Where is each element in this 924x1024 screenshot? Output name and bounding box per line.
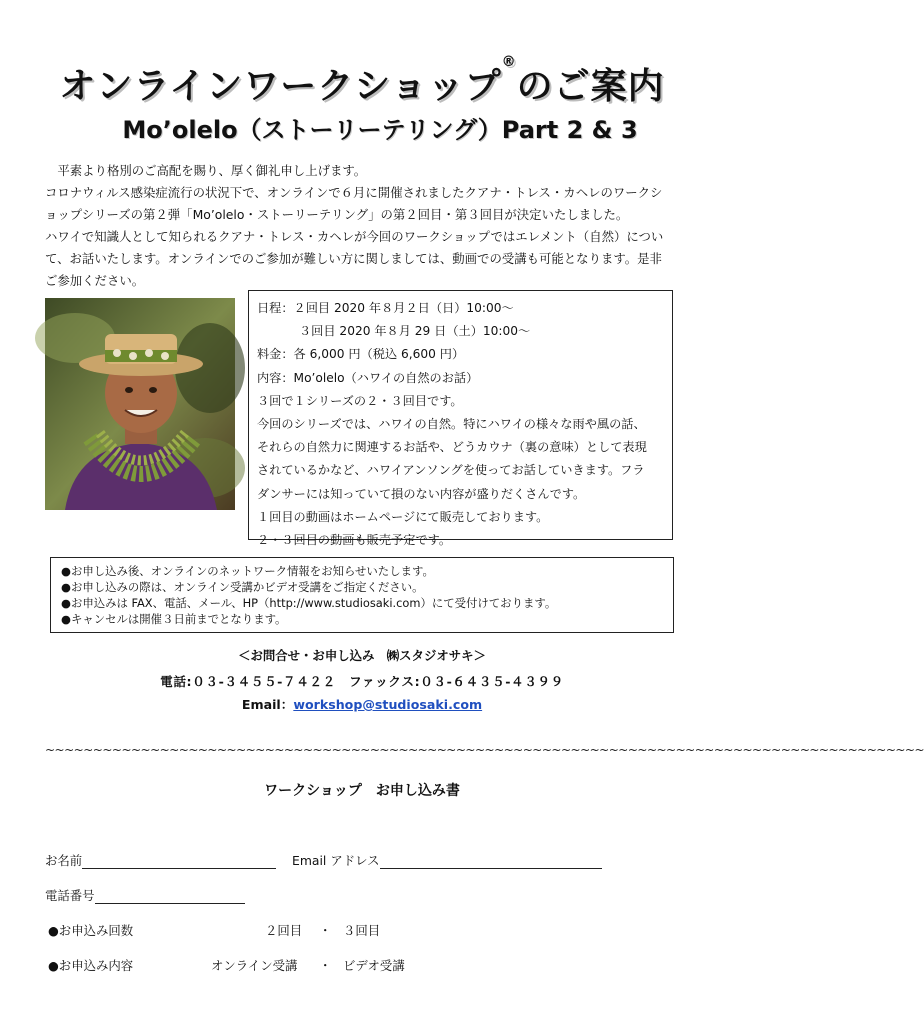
page-title-main: オンラインワークショップ [59, 66, 502, 107]
description-line: それらの自然力に関連するお話や、どうカウナ（裏の意味）として表現 [257, 440, 647, 455]
email-field[interactable] [380, 854, 602, 869]
type-separator: ・ [319, 958, 332, 973]
notice-item: ●お申し込みの際は、オンライン受講かビデオ受講をご指定ください。 [61, 580, 424, 594]
schedule-session-2: 日程：２回目 2020 年８月２日（日）10:00～ [257, 301, 514, 315]
video-note: １回目の動画はホームページにて販売しております。 [257, 509, 549, 524]
intro-line: ョップシリーズの第２弾「Mo’olelo・ストーリーテリング」の第２回目・第３回目が決定いたしました。 [45, 207, 629, 222]
email-row [292, 851, 602, 869]
intro-paragraph [45, 160, 685, 292]
session-option-3[interactable]: ３回目 [343, 923, 381, 938]
phone-row [45, 886, 245, 904]
type-label: ●お申込み内容 [48, 958, 134, 973]
description-line: ダンサーには知っていて損のない内容が盛りだくさんです。 [257, 486, 586, 501]
workshop-details-box [248, 290, 673, 548]
notice-item: ●お申し込み後、オンラインのネットワーク情報をお知らせいたします。 [61, 564, 434, 578]
page-title-end: のご案内 [516, 66, 665, 107]
sessions-label: ●お申込み回数 [48, 923, 134, 938]
contact-phone-fax: 電話:０３-３４５５-７４２２ ファックス:０３-６４３５-４３９９ [160, 674, 564, 689]
instructor-photo [45, 298, 235, 510]
contact-email-row [0, 694, 724, 713]
type-option-video[interactable]: ビデオ受講 [343, 958, 405, 973]
video-note: ２・３回目の動画も販売予定です。 [257, 533, 452, 548]
instructor-portrait-illustration [45, 298, 235, 510]
page-title [0, 54, 724, 109]
phone-label: 電話番号 [45, 888, 95, 903]
intro-line: て、お話いたします。オンラインでのご参加が難しい方に関しましては、動画での受講も可能となります。是非 [45, 251, 662, 266]
description-line: 今回のシリーズでは、ハワイの自然。特にハワイの様々な雨や風の話、 [257, 417, 646, 432]
notices-box [50, 557, 674, 633]
schedule-session-3: ３回目 2020 年８月 29 日（土）10:00～ [299, 324, 531, 339]
intro-line: ハワイで知識人として知られるクアナ・トレス・カヘレが今回のワークショップではエレメント（自然）につい [45, 229, 664, 244]
notice-item: ●お申込みは FAX、電話、メール、HP（http://www.studiosaki.com）にて受付けております。 [61, 596, 557, 610]
description-line: されているかなど、ハワイアンソングを使ってお話していきます。フラ [257, 463, 645, 478]
email-label: Email： [241, 697, 294, 712]
intro-line: 平素より格別のご高配を賜り、厚く御礼申し上げます。 [45, 163, 367, 178]
intro-line: コロナウィルス感染症流行の状況下で、オンラインで６月に開催されましたクアナ・トレス・カヘレのワークシ [45, 185, 663, 200]
type-option-online[interactable]: オンライン受講 [211, 958, 298, 973]
fee-text: 料金：各 6,000 円（税込 6,600 円） [257, 347, 465, 362]
email-link[interactable]: workshop@studiosaki.com [293, 697, 483, 712]
notice-item: ●キャンセルは開催３日前までとなります。 [61, 612, 287, 626]
name-field[interactable] [82, 854, 276, 869]
content-text: 内容：Mo’olelo（ハワイの自然のお話） [257, 370, 479, 385]
wavy-separator: ~~~~~~~~~~~~~~~~~~~~~~~~~~~~~~~~~~~~~~~~~~~~~~~~~~~~~~~~~~~~~~~~~~~~~~~~~~~~~~~~~~~~~~~~~~~~ [45, 743, 924, 757]
page-subtitle: Mo’olelo（ストーリーテリング）Part 2 & 3 [122, 116, 638, 144]
email-address-label: Email アドレス [292, 853, 380, 868]
series-text: ３回で１シリーズの２・３回目です。 [257, 393, 463, 408]
session-option-2[interactable]: ２回目 [265, 923, 303, 938]
name-row [45, 851, 276, 869]
session-separator: ・ [319, 923, 332, 938]
registered-mark: ® [501, 54, 517, 70]
contact-heading: ＜お問合せ・お申し込み ㈱スタジオサキ＞ [238, 648, 486, 663]
intro-line: ご参加ください。 [45, 273, 145, 288]
name-label: お名前 [45, 853, 83, 868]
phone-field[interactable] [95, 889, 245, 904]
form-title: ワークショップ お申し込み書 [264, 783, 460, 799]
